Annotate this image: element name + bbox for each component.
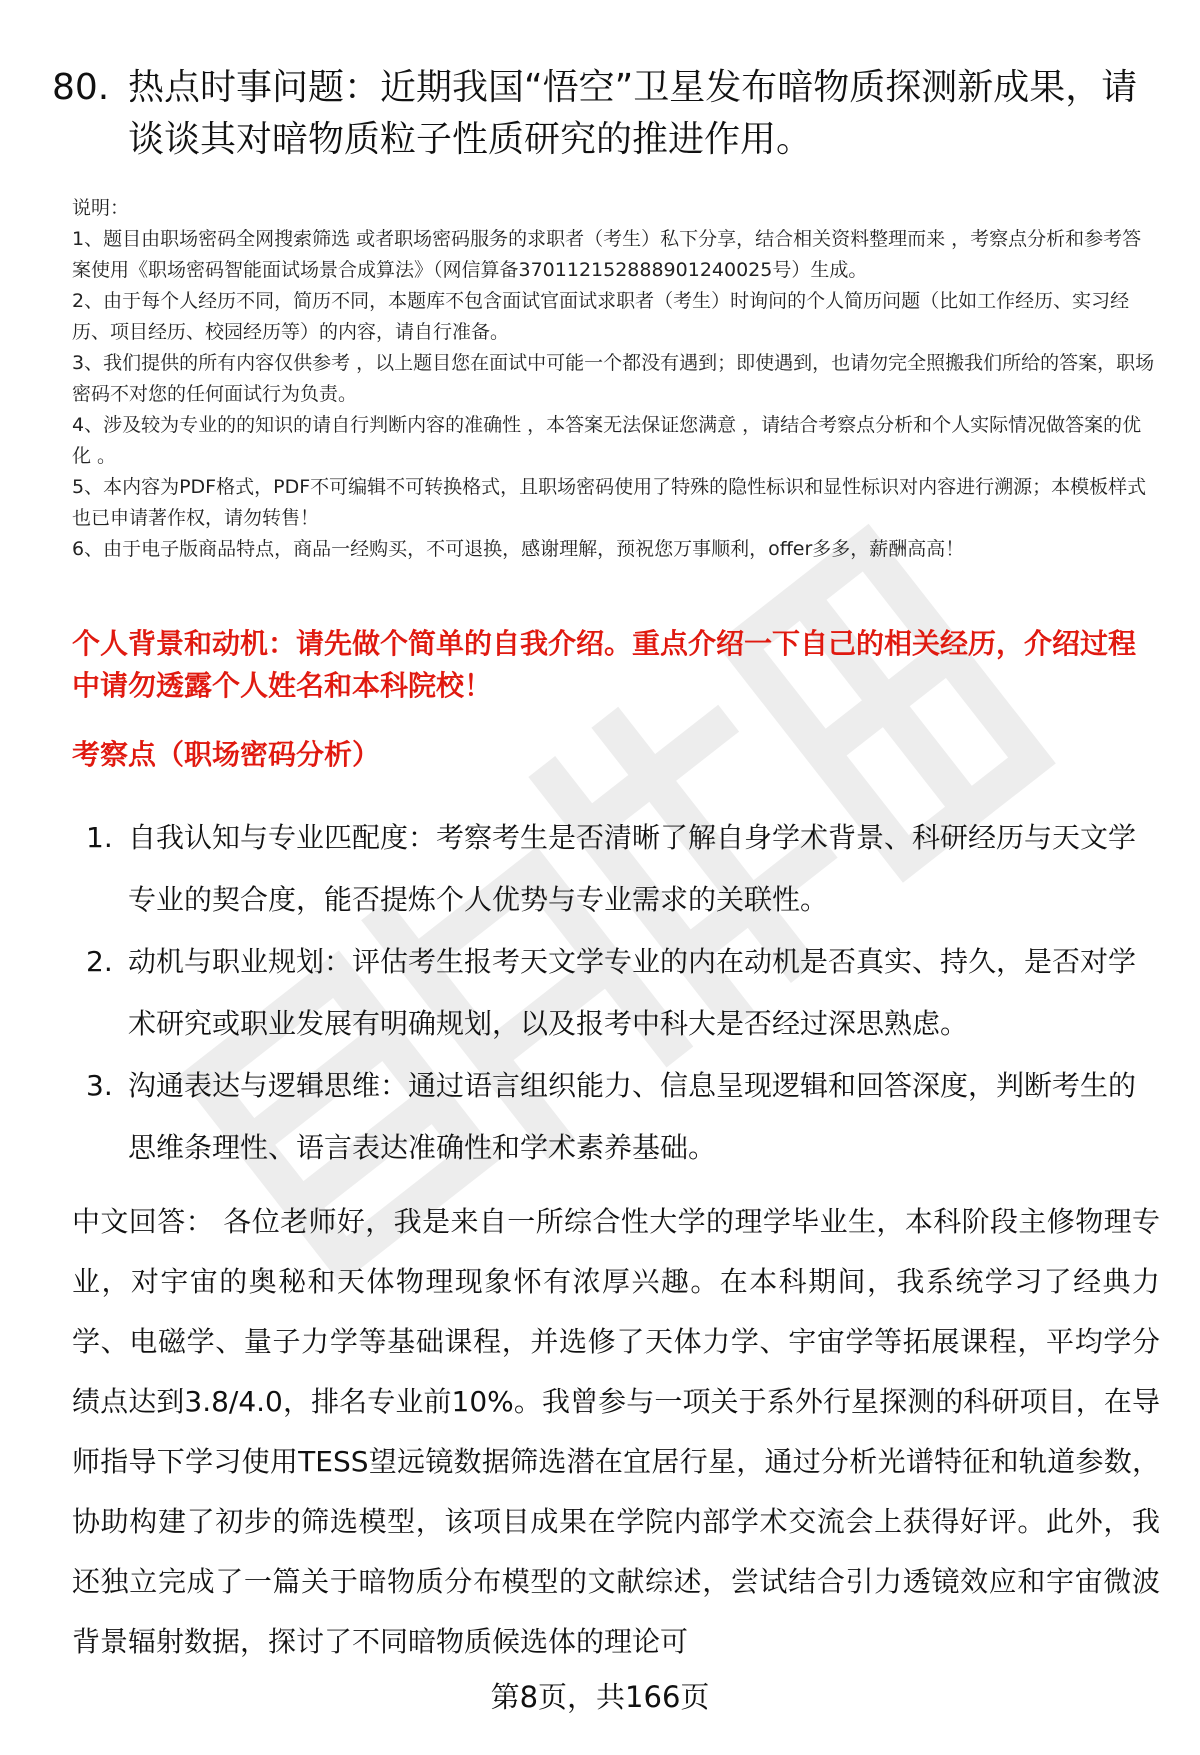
background-question: 个人背景和动机：请先做个简单的自我介绍。重点介绍一下自己的相关经历，介绍过程中请勿透露个人姓名和本科院校！ xyxy=(72,627,1137,702)
analysis-point-number: 3. xyxy=(86,1069,113,1102)
analysis-point-number: 1. xyxy=(86,821,113,854)
question-title xyxy=(52,62,1152,166)
analysis-point-text: 沟通表达与逻辑思维：通过语言组织能力、信息呈现逻辑和回答深度，判断考生的思维条理性、语言表达准确性和学术素养基础。 xyxy=(128,1069,1137,1164)
note-item: 5、本内容为PDF格式，PDF不可编辑不可转换格式，且职场密码使用了特殊的隐性标识和显性标识对内容进行溯源；本模板样式也已申请著作权，请勿转售！ xyxy=(72,476,1147,529)
analysis-point xyxy=(72,931,1160,1055)
note-item: 4、涉及较为专业的的知识的请自行判断内容的准确性 ，本答案无法保证您满意 ，请结合考察点分析和个人实际情况做答案的优化 。 xyxy=(72,414,1142,467)
question-number: 80. xyxy=(52,67,110,108)
answer-text: 各位老师好，我是来自一所综合性大学的理学毕业生，本科阶段主修物理专业，对宇宙的奥秘和天体物理现象怀有浓厚兴趣。在本科期间，我系统学习了经典力学、电磁学、量子力学等基础课程，并选修了天体力学、宇宙学等拓展课程，平均学分绩点达到3.8/4.0，排名专业前10%。我曾参与一项关于系外行星探测的科研项目，在导师指导下学习使用TESS望远镜数据筛选潜在宜居行星，通过分析光谱特征和轨道参数，协助构建了初步的筛选模型，该项目成果在学院内部学术交流会上获得好评。此外，我还独立完成了一篇关于暗物质分布模型的文献综述，尝试结合引力透镜效应和宇宙微波背景辐射数据，探讨了不同暗物质候选体的理论可 xyxy=(72,1205,1160,1658)
analysis-point xyxy=(72,1055,1160,1179)
note-item: 2、由于每个人经历不同，简历不同，本题库不包含面试官面试求职者（考生）时询问的个人简历问题（比如工作经历、实习经历、项目经历、校园经历等）的内容，请自行准备。 xyxy=(72,290,1130,343)
answer-paragraph xyxy=(72,1192,1160,1672)
notes-section xyxy=(72,193,1160,565)
page-footer: 第8页，共166页 xyxy=(490,1680,710,1714)
analysis-points-list xyxy=(72,807,1160,1179)
question-text: 热点时事问题：近期我国“悟空”卫星发布暗物质探测新成果，请谈谈其对暗物质粒子性质研究的推进作用。 xyxy=(128,67,1138,160)
analysis-heading: 考察点（职场密码分析） xyxy=(72,738,381,771)
note-item: 1、题目由职场密码全网搜索筛选 或者职场密码服务的求职者（考生）私下分享，结合相关资料整理而来 ，考察点分析和参考答案使用《职场密码智能面试场景合成算法》（网信算备370112152888901240025号）生成。 xyxy=(72,228,1142,281)
answer-label: 中文回答： xyxy=(72,1205,214,1238)
analysis-point-number: 2. xyxy=(86,945,113,978)
analysis-point xyxy=(72,807,1160,931)
analysis-point-text: 动机与职业规划：评估考生报考天文学专业的内在动机是否真实、持久，是否对学术研究或职业发展有明确规划，以及报考中科大是否经过深思熟虑。 xyxy=(128,945,1137,1040)
note-item: 3、我们提供的所有内容仅供参考 ，以上题目您在面试中可能一个都没有遇到；即使遇到，也请勿完全照搬我们所给的答案，职场密码不对您的任何面试行为负责。 xyxy=(72,352,1155,405)
note-item: 6、由于电子版商品特点，商品一经购买，不可退换，感谢理解，预祝您万事顺利，offer多多，薪酬高高！ xyxy=(72,538,965,560)
analysis-point-text: 自我认知与专业匹配度：考察考生是否清晰了解自身学术背景、科研经历与天文学专业的契合度，能否提炼个人优势与专业需求的关联性。 xyxy=(128,821,1137,916)
notes-heading: 说明： xyxy=(72,197,130,219)
